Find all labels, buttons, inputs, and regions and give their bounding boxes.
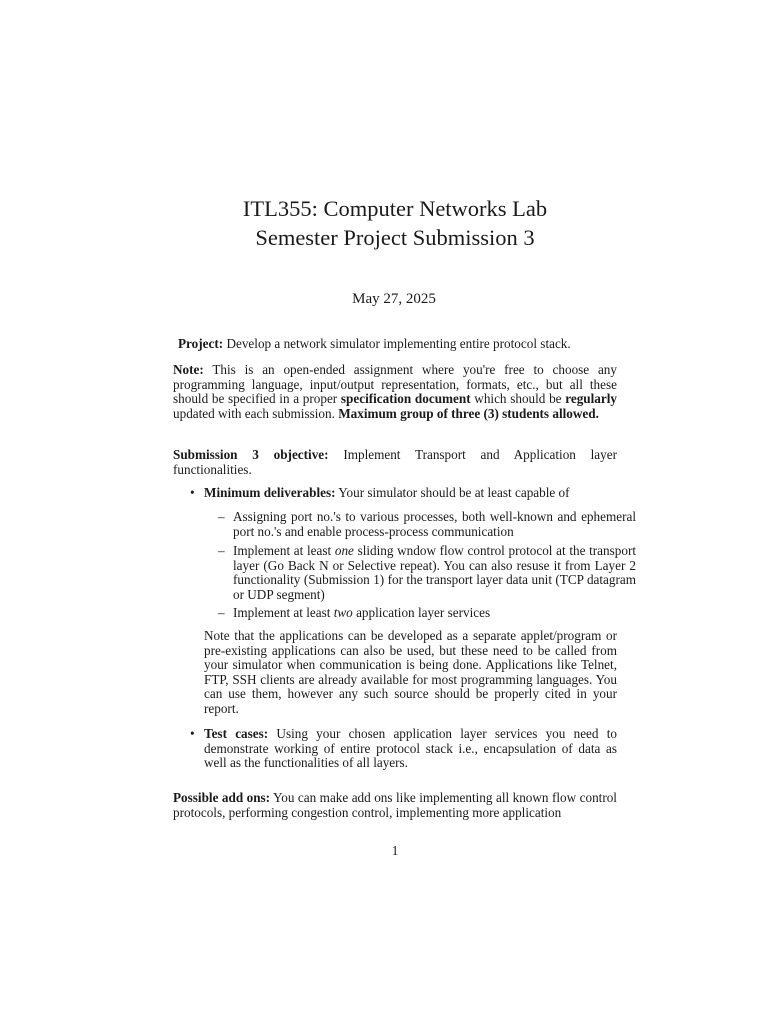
document-date: May 27, 2025 bbox=[352, 291, 436, 307]
note-label: Note: bbox=[173, 362, 204, 377]
document-title bbox=[0, 194, 768, 252]
bullet-mark: • bbox=[190, 726, 195, 741]
item-text-b: application layer services bbox=[352, 605, 491, 620]
dash-mark: – bbox=[218, 605, 225, 620]
item-emphasis: two bbox=[333, 605, 353, 620]
test-cases-text: Using your chosen application layer services you need to demonstrate working of entire protocol stack i.e., encapsulation of data as well as the functionalities of all layers. bbox=[204, 726, 618, 771]
objective-text: Implement Transport and Application layer functionalities. bbox=[173, 447, 618, 477]
deliverable-item-text bbox=[233, 606, 636, 621]
dash-mark: – bbox=[218, 543, 225, 558]
objective-paragraph bbox=[173, 448, 617, 477]
addons-text: You can make add ons like implementing all known flow control protocols, performing congestion control, implementing more application bbox=[173, 790, 617, 820]
addons-paragraph bbox=[173, 791, 617, 820]
note-text-e: updated with each submission. bbox=[173, 405, 339, 421]
note-paragraph bbox=[173, 363, 617, 421]
item-text-b: sliding wndow flow control protocol at the transport layer (Go Back N or Selective repeat). You can also resuse it from Layer 2 functionality (Submission 1) for the transport layer data unit (TCP datagram or UDP segment) bbox=[233, 543, 637, 602]
project-label: Project: bbox=[178, 336, 224, 351]
item-text-a: Implement at least bbox=[233, 605, 334, 620]
test-cases-label: Test cases: bbox=[204, 726, 269, 741]
bullet-mark: • bbox=[190, 485, 195, 500]
note-text-c: which should be bbox=[470, 391, 566, 407]
title-line-2: Semester Project Submission 3 bbox=[255, 225, 535, 250]
note-bold-spec: specification document bbox=[340, 391, 471, 407]
objective-label: Submission 3 objective: bbox=[173, 447, 329, 462]
note-bold-group: Maximum group of three (3) students allowed. bbox=[338, 405, 599, 421]
applications-note: Note that the applications can be developed as a separate applet/program or pre-existing applications can also be used, but these need to be called from your simulator when communication is being done. Applications like Telnet, FTP, SSH clients are already available for most programming languages. You can use them, however any such source should be properly cited in your report. bbox=[204, 628, 617, 716]
project-text: Develop a network simulator implementing entire protocol stack. bbox=[223, 336, 571, 351]
dash-mark: – bbox=[218, 509, 225, 524]
item-text-a: Implement at least bbox=[233, 543, 335, 558]
project-paragraph bbox=[173, 337, 617, 352]
deliverable-item-text: Assigning port no.'s to various processes, both well-known and ephemeral port no.'s and enable process-process communication bbox=[233, 509, 636, 539]
page-number: 1 bbox=[391, 843, 399, 858]
note-bold-regularly: regularly bbox=[565, 391, 617, 407]
deliverables-text: Your simulator should be at least capable of bbox=[335, 485, 570, 500]
note-text-a: This is an open-ended assignment where you're free to choose any programming language, input/output representation, formats, etc., but all these should be specified in a proper bbox=[173, 362, 617, 407]
test-cases-body bbox=[204, 727, 617, 771]
deliverable-item-text bbox=[233, 544, 636, 602]
deliverables-label: Minimum deliverables: bbox=[204, 485, 336, 500]
addons-label: Possible add ons: bbox=[173, 790, 271, 805]
item-emphasis: one bbox=[334, 543, 354, 558]
title-line-1: ITL355: Computer Networks Lab bbox=[242, 196, 548, 221]
deliverables-body bbox=[204, 486, 617, 501]
